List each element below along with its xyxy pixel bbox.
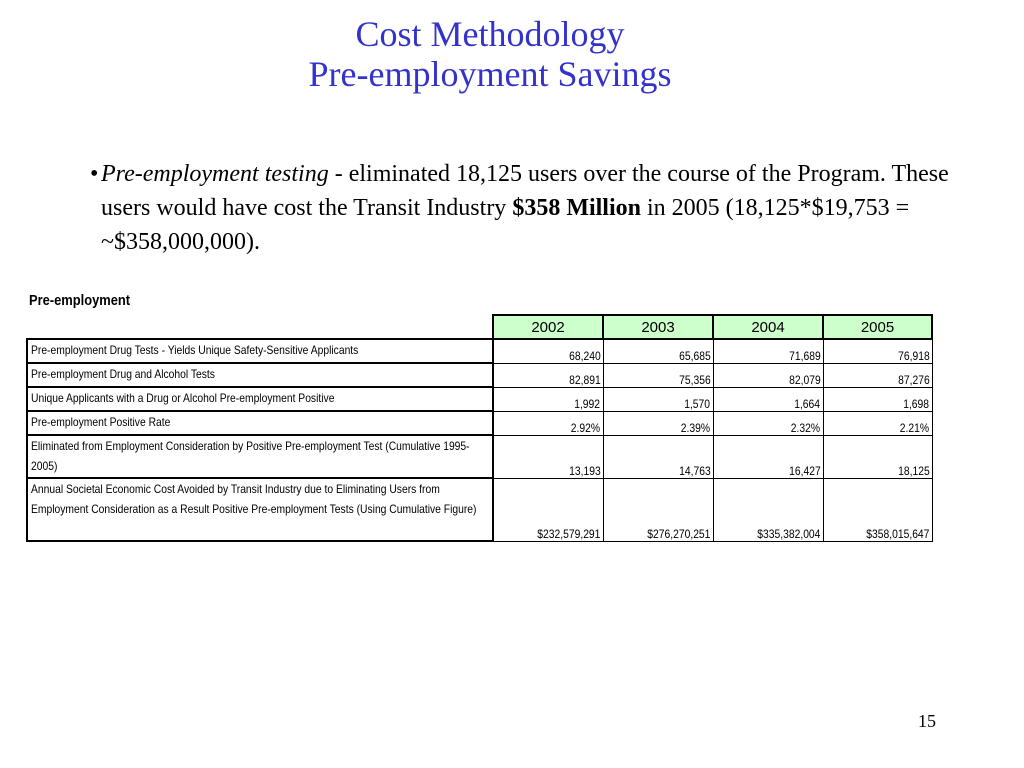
slide-title [0,14,980,94]
table-row [27,435,932,478]
bullet-paragraph [70,157,950,259]
row-value: 87,276 [823,363,932,387]
table-caption: Pre-employment [29,292,131,309]
bullet-text-part-2: in 2005 (18,125*$19,753 = ~$358,000,000). [101,195,910,255]
row-value: $335,382,004 [713,478,823,541]
table-header-row [27,315,932,339]
slide-title-line-2: Pre-employment Savings [308,54,672,94]
row-label: Pre-employment Positive Rate [27,411,493,435]
bullet-marker: • [90,161,99,187]
row-label: Annual Societal Economic Cost Avoided by Transit Industry due to Eliminating Users from Employment Consideration as a Result Positive Pre-employment Tests (Using Cumulative Figure) [27,478,493,541]
table-row [27,387,932,411]
row-value: 1,698 [823,387,932,411]
row-value: 13,193 [493,435,603,478]
year-header: 2005 [823,315,932,339]
row-value: 82,891 [493,363,603,387]
row-value: 1,570 [603,387,713,411]
row-value: 65,685 [603,339,713,363]
row-label: Pre-employment Drug and Alcohol Tests [27,363,493,387]
pre-employment-table [26,314,933,542]
row-value: 68,240 [493,339,603,363]
bullet-text [101,157,950,259]
row-value: 1,992 [493,387,603,411]
table-row [27,478,932,541]
year-header: 2004 [713,315,823,339]
bullet-bold-amount: $358 Million [512,195,641,221]
row-label: Eliminated from Employment Consideration by Positive Pre-employment Test (Cumulative 1995-2005) [27,435,493,478]
year-header: 2002 [493,315,603,339]
row-value: 71,689 [713,339,823,363]
bullet-text-part-1: - eliminated 18,125 users over the course of the Program. These users would have cost the Transit Industry [101,161,949,221]
row-value: 2.32% [713,411,823,435]
row-value: 82,079 [713,363,823,387]
row-value: 14,763 [603,435,713,478]
header-blank-cell [27,315,493,339]
bullet-italic-lead: Pre-employment testing [101,161,329,187]
row-value: $358,015,647 [823,478,932,541]
row-value: $232,579,291 [493,478,603,541]
row-value: 2.92% [493,411,603,435]
row-label: Unique Applicants with a Drug or Alcohol Pre-employment Positive [27,387,493,411]
row-value: 18,125 [823,435,932,478]
row-value: 75,356 [603,363,713,387]
row-value: 2.39% [603,411,713,435]
table-row [27,411,932,435]
row-value: 1,664 [713,387,823,411]
table-row [27,339,932,363]
row-value: $276,270,251 [603,478,713,541]
year-header: 2003 [603,315,713,339]
table-row [27,363,932,387]
row-label: Pre-employment Drug Tests - Yields Unique Safety-Sensitive Applicants [27,339,493,363]
slide-title-line-1: Cost Methodology [355,14,625,54]
page-number: 15 [918,711,936,731]
row-value: 76,918 [823,339,932,363]
row-value: 16,427 [713,435,823,478]
row-value: 2.21% [823,411,932,435]
